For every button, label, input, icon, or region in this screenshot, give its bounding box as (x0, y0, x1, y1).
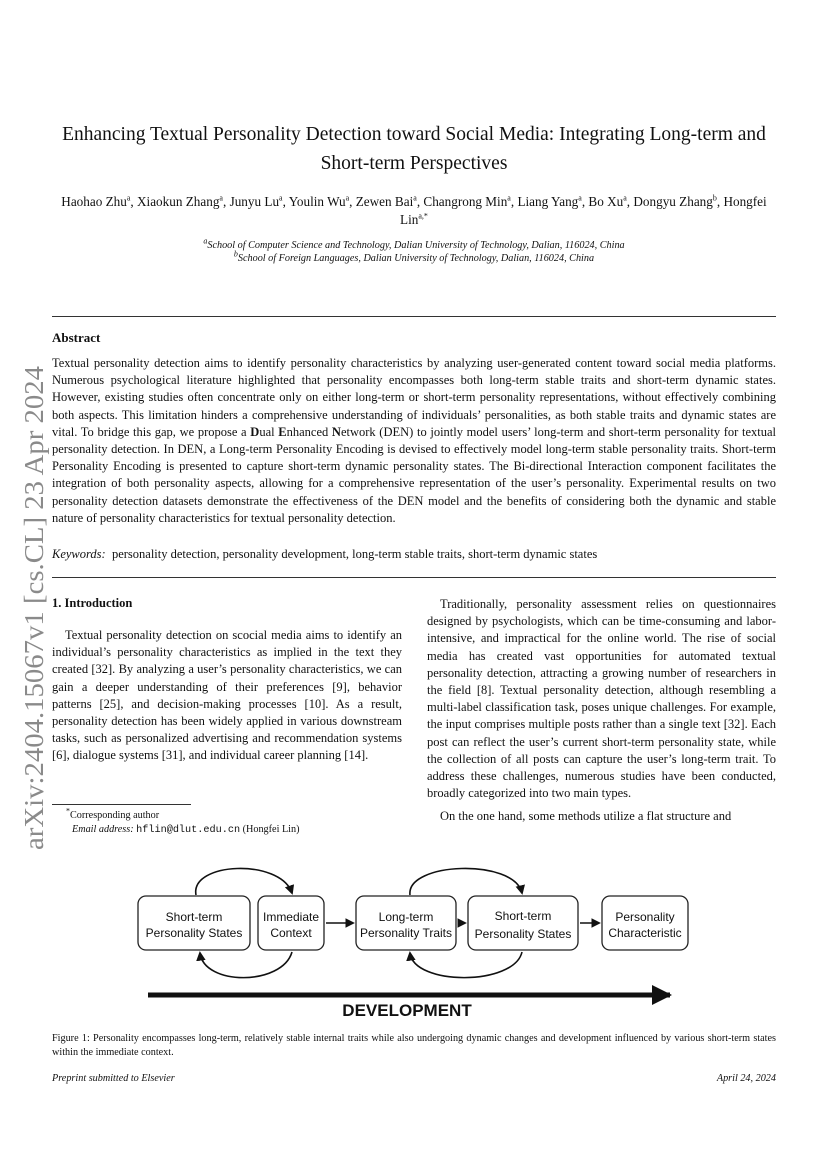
abstract-part-1: Textual personality detection aims to identify personality characteristics by analyzing user-generated content toward social media platforms. Numerous psychological literature highlighted that personality encompasses both long-term stable traits and short-term dynamic states. However, existing studies often concentrate only on either long-term or short-term personality representations, without effectively combining both aspects. This limitation hinders a comprehensive understanding of individuals’ personalities, as both stable traits and dynamic states are vital. To bridge this gap, we propose a (52, 356, 776, 439)
footnote-rule (52, 804, 191, 805)
figure-box5-line1: Personality (615, 910, 675, 924)
footnote-line-1 (52, 806, 300, 823)
affiliation-b (52, 249, 776, 265)
author-affiliation-mark: a (507, 193, 511, 203)
author-name: Liang Yang (517, 194, 579, 209)
affiliation-mark-b: b (233, 249, 238, 259)
author-affiliation-mark: a (279, 193, 283, 203)
author-name: Hongfei Lin (400, 194, 767, 227)
affiliations (52, 236, 776, 265)
figure-box1-line1: Short-term (165, 910, 223, 924)
keywords-line (52, 547, 776, 562)
section-heading-introduction: 1. Introduction (52, 596, 133, 610)
author-name: Xiaokun Zhang (137, 194, 220, 209)
intro-paragraph-2: Traditionally, personality assessment relies on questionnaires designed by psychologists, which can be time-consuming and labor-intensive, and impractical for the online world. The rise of social media has created vast opportunities for automated textual personality detection, attracting a growing number of researchers in the field [8]. Textual personality detection, although resembling a multi-label classification task, poses unique challenges. For example, the input comprises multiple posts rather than a single text [32]. Each post can reflect the user’s current short-term personality state, while the collection of all posts can capture the user’s long-term trait. To address these challenges, numerous studies have been conducted, broadly categorized into two main types. (427, 597, 776, 801)
abstract-n: N (331, 424, 341, 439)
abstract-nhanced: nhanced (286, 424, 332, 439)
arxiv-stamp-text: arXiv:2404.15067v1 [cs.CL] 23 Apr 2024 (19, 395, 49, 850)
figure-arrow-loop-top-left (196, 868, 292, 895)
divider-bottom (52, 577, 776, 578)
figure-box1-line2: Personality States (145, 926, 243, 940)
intro-paragraph-1: Textual personality detection on scocial media aims to identify an individual’s personality characteristics as implied in the text they created [32]. By analyzing a user’s personality characteristics, we can gain a deeper understanding of their preferences [9], behavior patterns [25], and decision-making processes [10]. As a result, personality detection has been widely applied in various downstream tasks, such as personalized advertising and recommendation systems [6], dialogue systems [31], and individual career planning [14]. (52, 628, 402, 763)
author-affiliation-mark: b (712, 193, 717, 203)
figure-box3-line2: Personality Traits (359, 926, 453, 940)
figure-arrow-loop-bottom-left (200, 952, 292, 978)
author-name: Junyu Lu (229, 194, 280, 209)
figure-box4-line1: Short-term (494, 909, 552, 923)
author-name: Youlin Wu (288, 194, 346, 209)
author-affiliation-mark: a (578, 193, 582, 203)
author-affiliation-mark: a (219, 193, 223, 203)
figure-arrow-loop-bottom-right (410, 952, 522, 978)
abstract-text (52, 355, 776, 527)
abstract-part-2: etwork (DEN) to jointly model users’ long-term and short-term personality for textual personality detection. In DEN, a Long-term Personality Encoding is devised to effectively model long-term stable personality traits. Short-term Personality Encoding is presented to capture short-term dynamic personality states. The Bi-directional Interaction component facilitates the integration of both personality aspects, allowing for a comprehensive representation of the user’s personality. Experimental results on two personality detection datasets demonstrate the effectiveness of the DEN model and the benefits of considering both the dynamic and stable nature of personality characteristics for textual personality detection. (52, 424, 776, 525)
title-line-1: Enhancing Textual Personality Detection toward Social Media: Integrating Long-term and (62, 124, 766, 145)
figure-box2-line2: Context (270, 926, 312, 940)
keywords-text: personality detection, personality development, long-term stable traits, short-term dynamic states (111, 547, 598, 561)
author-list: Haohao Zhu$^a$, Xiaokun Zhang$^a$, Junyu Lu$^a$, Youlin Wu$^a$, Zewen Bai$^a$, Changrong Min$^a$, Liang Yang$^a$, Bo Xu$^a$, Dongyu Zhang$^b$, Hongfei Lin$^{a,*}$ (61, 193, 767, 227)
affiliation-text-a: School of Computer Science and Technology, Dalian University of Technology, Dalian, 116024, China (207, 240, 625, 251)
abstract-e: E (278, 424, 287, 439)
left-column (52, 627, 402, 765)
paper-title (40, 120, 788, 178)
author-affiliation-mark: a (345, 193, 350, 203)
author-name: Haohao Zhu (61, 194, 127, 209)
author-affiliation-mark: a (623, 193, 627, 203)
author-affiliation-mark: a (126, 193, 131, 203)
figure-box2-line1: Immediate (262, 910, 320, 924)
right-column (427, 596, 776, 826)
keywords-label: Keywords: (52, 547, 106, 561)
affiliation-a (52, 236, 776, 252)
development-label: DEVELOPMENT (342, 1001, 472, 1020)
footnote (52, 806, 300, 838)
footnote-line-2 (52, 823, 300, 838)
arxiv-stamp (14, 366, 54, 850)
footnote-email-label: Email address: (72, 824, 134, 835)
figure-box3-line1: Long-term (378, 910, 434, 924)
divider-top (52, 316, 776, 317)
abstract-heading: Abstract (52, 330, 101, 345)
abstract-ual: ual (259, 424, 279, 439)
author-name: Bo Xu (588, 194, 624, 209)
author-affiliation-mark: a,* (418, 211, 428, 221)
footer-left: Preprint submitted to Elsevier (52, 1073, 175, 1084)
affiliation-text-b: School of Foreign Languages, Dalian University of Technology, Dalian, 116024, China (237, 253, 595, 264)
author-name: Changrong Min (423, 194, 508, 209)
footer-right: April 24, 2024 (716, 1073, 776, 1084)
affiliation-mark-a: a (203, 236, 208, 246)
footnote-mark: * (66, 806, 70, 816)
figure-arrow-loop-top-right (410, 868, 522, 895)
figure-box5-line2: Characteristic (608, 926, 682, 940)
abstract-d: D (250, 424, 260, 439)
figure-1 (130, 862, 700, 1024)
figure-caption: Figure 1: Personality encompasses long-term, relatively stable internal traits while also undergoing dynamic changes and development influenced by various short-term states within the immediate context. (52, 1033, 776, 1058)
figure-box4-line2: Personality States (474, 927, 572, 941)
author-affiliation-mark: a (413, 193, 417, 203)
author-name: Zewen Bai (355, 194, 414, 209)
author-name: Dongyu Zhang (633, 194, 713, 209)
figure-box-short-term-states-2 (468, 896, 578, 950)
title-line-2: Short-term Perspectives (320, 153, 508, 174)
intro-paragraph-3: On the one hand, some methods utilize a flat structure and (440, 809, 732, 824)
footnote-email-name: (Hongfei Lin) (242, 824, 300, 835)
footnote-text: Corresponding author (70, 810, 160, 821)
footnote-email[interactable]: hflin@dlut.edu.cn (136, 825, 241, 836)
